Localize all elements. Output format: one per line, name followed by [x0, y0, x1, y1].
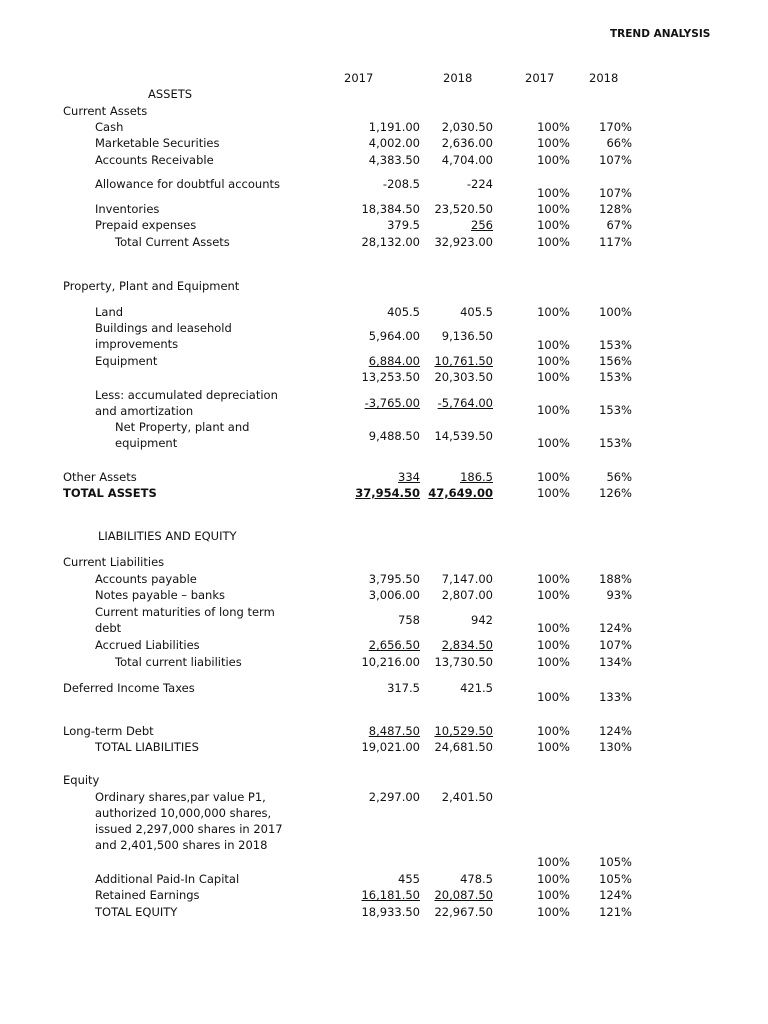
percent-2018: 56%: [606, 470, 632, 484]
value-2018: 47,649.00: [428, 486, 493, 500]
value-2018: 2,636.00: [441, 136, 493, 150]
row-label-line: and 2,401,500 shares in 2018: [95, 838, 268, 852]
value-2018: 10,529.50: [434, 724, 493, 738]
percent-2018: 133%: [599, 690, 632, 704]
row-label: Less: accumulated depreciation: [95, 388, 278, 402]
row-label: Allowance for doubtful accounts: [95, 177, 280, 191]
value-2017: 3,006.00: [368, 588, 420, 602]
page-title: TREND ANALYSIS: [610, 28, 711, 40]
value-2017: 10,216.00: [361, 655, 420, 669]
value-2017: 2,297.00: [368, 790, 420, 804]
row-label: Buildings and leasehold: [95, 321, 232, 335]
percent-2017: 100%: [537, 572, 570, 586]
value-2018: 2,834.50: [441, 638, 493, 652]
value-2018: 9,136.50: [441, 329, 493, 343]
row-label-line: improvements: [95, 337, 179, 351]
value-2018: -224: [466, 177, 493, 191]
percent-2018: 66%: [606, 136, 632, 150]
percent-2017: 100%: [537, 120, 570, 134]
row-label: Total Current Assets: [115, 235, 230, 249]
percent-2017: 100%: [537, 740, 570, 754]
value-2018: 2,807.00: [441, 588, 493, 602]
value-2017: 1,191.00: [368, 120, 420, 134]
value-2018: -5,764.00: [437, 396, 493, 410]
value-2018: 32,923.00: [434, 235, 493, 249]
percent-2018: 153%: [599, 436, 632, 450]
header-2017-percent: 2017: [525, 71, 555, 85]
value-2017: -3,765.00: [364, 396, 420, 410]
row-label-line: authorized 10,000,000 shares,: [95, 806, 272, 820]
row-label: Current Assets: [63, 104, 148, 118]
row-label: Net Property, plant and: [115, 420, 250, 434]
value-2017: 9,488.50: [368, 429, 420, 443]
percent-2018: 107%: [599, 153, 632, 167]
row-label: Accrued Liabilities: [95, 638, 200, 652]
row-label: Accounts payable: [95, 572, 197, 586]
percent-2018: 100%: [599, 305, 632, 319]
value-2018: 13,730.50: [434, 655, 493, 669]
percent-2018: 105%: [599, 872, 632, 886]
percent-2017: 100%: [537, 724, 570, 738]
value-2017: 334: [398, 470, 420, 484]
value-2017: 37,954.50: [355, 486, 420, 500]
value-2018: 22,967.50: [434, 905, 493, 919]
value-2017: 5,964.00: [368, 329, 420, 343]
row-label: Cash: [95, 120, 124, 134]
row-label: Current maturities of long term: [95, 605, 275, 619]
value-2017: -208.5: [382, 177, 420, 191]
value-2017: 2,656.50: [368, 638, 420, 652]
percent-2018: 126%: [599, 486, 632, 500]
percent-2018: 124%: [599, 888, 632, 902]
percent-2017: 100%: [537, 690, 570, 704]
row-label: Marketable Securities: [95, 136, 220, 150]
percent-2018: 124%: [599, 621, 632, 635]
row-label: Notes payable – banks: [95, 588, 225, 602]
percent-2018: 67%: [606, 218, 632, 232]
value-2017: 13,253.50: [361, 370, 420, 384]
row-label: Land: [95, 305, 124, 319]
percent-2018: 121%: [599, 905, 632, 919]
row-label: Property, Plant and Equipment: [63, 279, 240, 293]
percent-2017: 100%: [537, 202, 570, 216]
value-2018: 942: [471, 613, 493, 627]
row-label: Other Assets: [63, 470, 137, 484]
row-label: TOTAL EQUITY: [95, 905, 178, 919]
value-2017: 16,181.50: [361, 888, 420, 902]
value-2018: 478.5: [460, 872, 493, 886]
value-2017: 758: [398, 613, 420, 627]
value-2018: 2,401.50: [441, 790, 493, 804]
percent-2017: 100%: [537, 235, 570, 249]
value-2017: 18,933.50: [361, 905, 420, 919]
percent-2017: 100%: [537, 370, 570, 384]
row-label: Equity: [63, 773, 100, 787]
percent-2018: 130%: [599, 740, 632, 754]
value-2017: 3,795.50: [368, 572, 420, 586]
percent-2018: 105%: [599, 855, 632, 869]
percent-2017: 100%: [537, 403, 570, 417]
percent-2017: 100%: [537, 136, 570, 150]
row-label: Current Liabilities: [63, 555, 165, 569]
percent-2018: 117%: [599, 235, 632, 249]
row-label: Inventories: [95, 202, 160, 216]
row-label: TOTAL ASSETS: [63, 486, 157, 500]
percent-2017: 100%: [537, 486, 570, 500]
value-2018: 24,681.50: [434, 740, 493, 754]
value-2018: 23,520.50: [434, 202, 493, 216]
value-2017: 455: [398, 872, 420, 886]
value-2017: 18,384.50: [361, 202, 420, 216]
value-2017: 6,884.00: [368, 354, 420, 368]
header-2017-amount: 2017: [344, 71, 374, 85]
value-2018: 421.5: [460, 681, 493, 695]
percent-2017: 100%: [537, 354, 570, 368]
value-2018: 20,087.50: [434, 888, 493, 902]
value-2017: 405.5: [387, 305, 420, 319]
value-2018: 14,539.50: [434, 429, 493, 443]
value-2017: 8,487.50: [368, 724, 420, 738]
value-2018: 7,147.00: [441, 572, 493, 586]
percent-2017: 100%: [537, 621, 570, 635]
value-2018: 10,761.50: [434, 354, 493, 368]
row-label: Prepaid expenses: [95, 218, 197, 232]
row-label: Total current liabilities: [115, 655, 242, 669]
value-2018: 4,704.00: [441, 153, 493, 167]
value-2018: 405.5: [460, 305, 493, 319]
header-2018-amount: 2018: [443, 71, 473, 85]
percent-2017: 100%: [537, 888, 570, 902]
value-2018: 186.5: [460, 470, 493, 484]
percent-2018: 153%: [599, 403, 632, 417]
percent-2018: 156%: [599, 354, 632, 368]
percent-2017: 100%: [537, 905, 570, 919]
value-2018: 20,303.50: [434, 370, 493, 384]
percent-2018: 153%: [599, 338, 632, 352]
row-label: Deferred Income Taxes: [63, 681, 195, 695]
percent-2018: 128%: [599, 202, 632, 216]
row-label-line: issued 2,297,000 shares in 2017: [95, 822, 283, 836]
row-label-line: equipment: [115, 436, 178, 450]
row-label: Accounts Receivable: [95, 153, 214, 167]
row-label: TOTAL LIABILITIES: [95, 740, 199, 754]
percent-2017: 100%: [537, 638, 570, 652]
value-2017: 28,132.00: [361, 235, 420, 249]
percent-2017: 100%: [537, 186, 570, 200]
percent-2018: 170%: [599, 120, 632, 134]
value-2017: 317.5: [387, 681, 420, 695]
value-2017: 4,002.00: [368, 136, 420, 150]
percent-2018: 124%: [599, 724, 632, 738]
row-label: ASSETS: [148, 87, 193, 101]
percent-2017: 100%: [537, 218, 570, 232]
percent-2017: 100%: [537, 338, 570, 352]
percent-2017: 100%: [537, 872, 570, 886]
row-label-line: and amortization: [95, 404, 194, 418]
value-2017: 19,021.00: [361, 740, 420, 754]
percent-2017: 100%: [537, 855, 570, 869]
percent-2018: 107%: [599, 638, 632, 652]
row-label: Retained Earnings: [95, 888, 200, 902]
row-label: Additional Paid-In Capital: [95, 872, 240, 886]
percent-2018: 153%: [599, 370, 632, 384]
percent-2017: 100%: [537, 588, 570, 602]
percent-2018: 107%: [599, 186, 632, 200]
percent-2017: 100%: [537, 470, 570, 484]
percent-2018: 134%: [599, 655, 632, 669]
value-2018: 256: [471, 218, 493, 232]
percent-2017: 100%: [537, 436, 570, 450]
percent-2017: 100%: [537, 153, 570, 167]
percent-2018: 93%: [606, 588, 632, 602]
header-2018-percent: 2018: [589, 71, 619, 85]
value-2017: 4,383.50: [368, 153, 420, 167]
row-label: LIABILITIES AND EQUITY: [98, 529, 237, 543]
row-label-line: debt: [95, 621, 122, 635]
percent-2017: 100%: [537, 655, 570, 669]
row-label: Long-term Debt: [63, 724, 154, 738]
value-2018: 2,030.50: [441, 120, 493, 134]
percent-2018: 188%: [599, 572, 632, 586]
row-label: Ordinary shares,par value P1,: [95, 790, 266, 804]
value-2017: 379.5: [387, 218, 420, 232]
percent-2017: 100%: [537, 305, 570, 319]
row-label: Equipment: [95, 354, 158, 368]
